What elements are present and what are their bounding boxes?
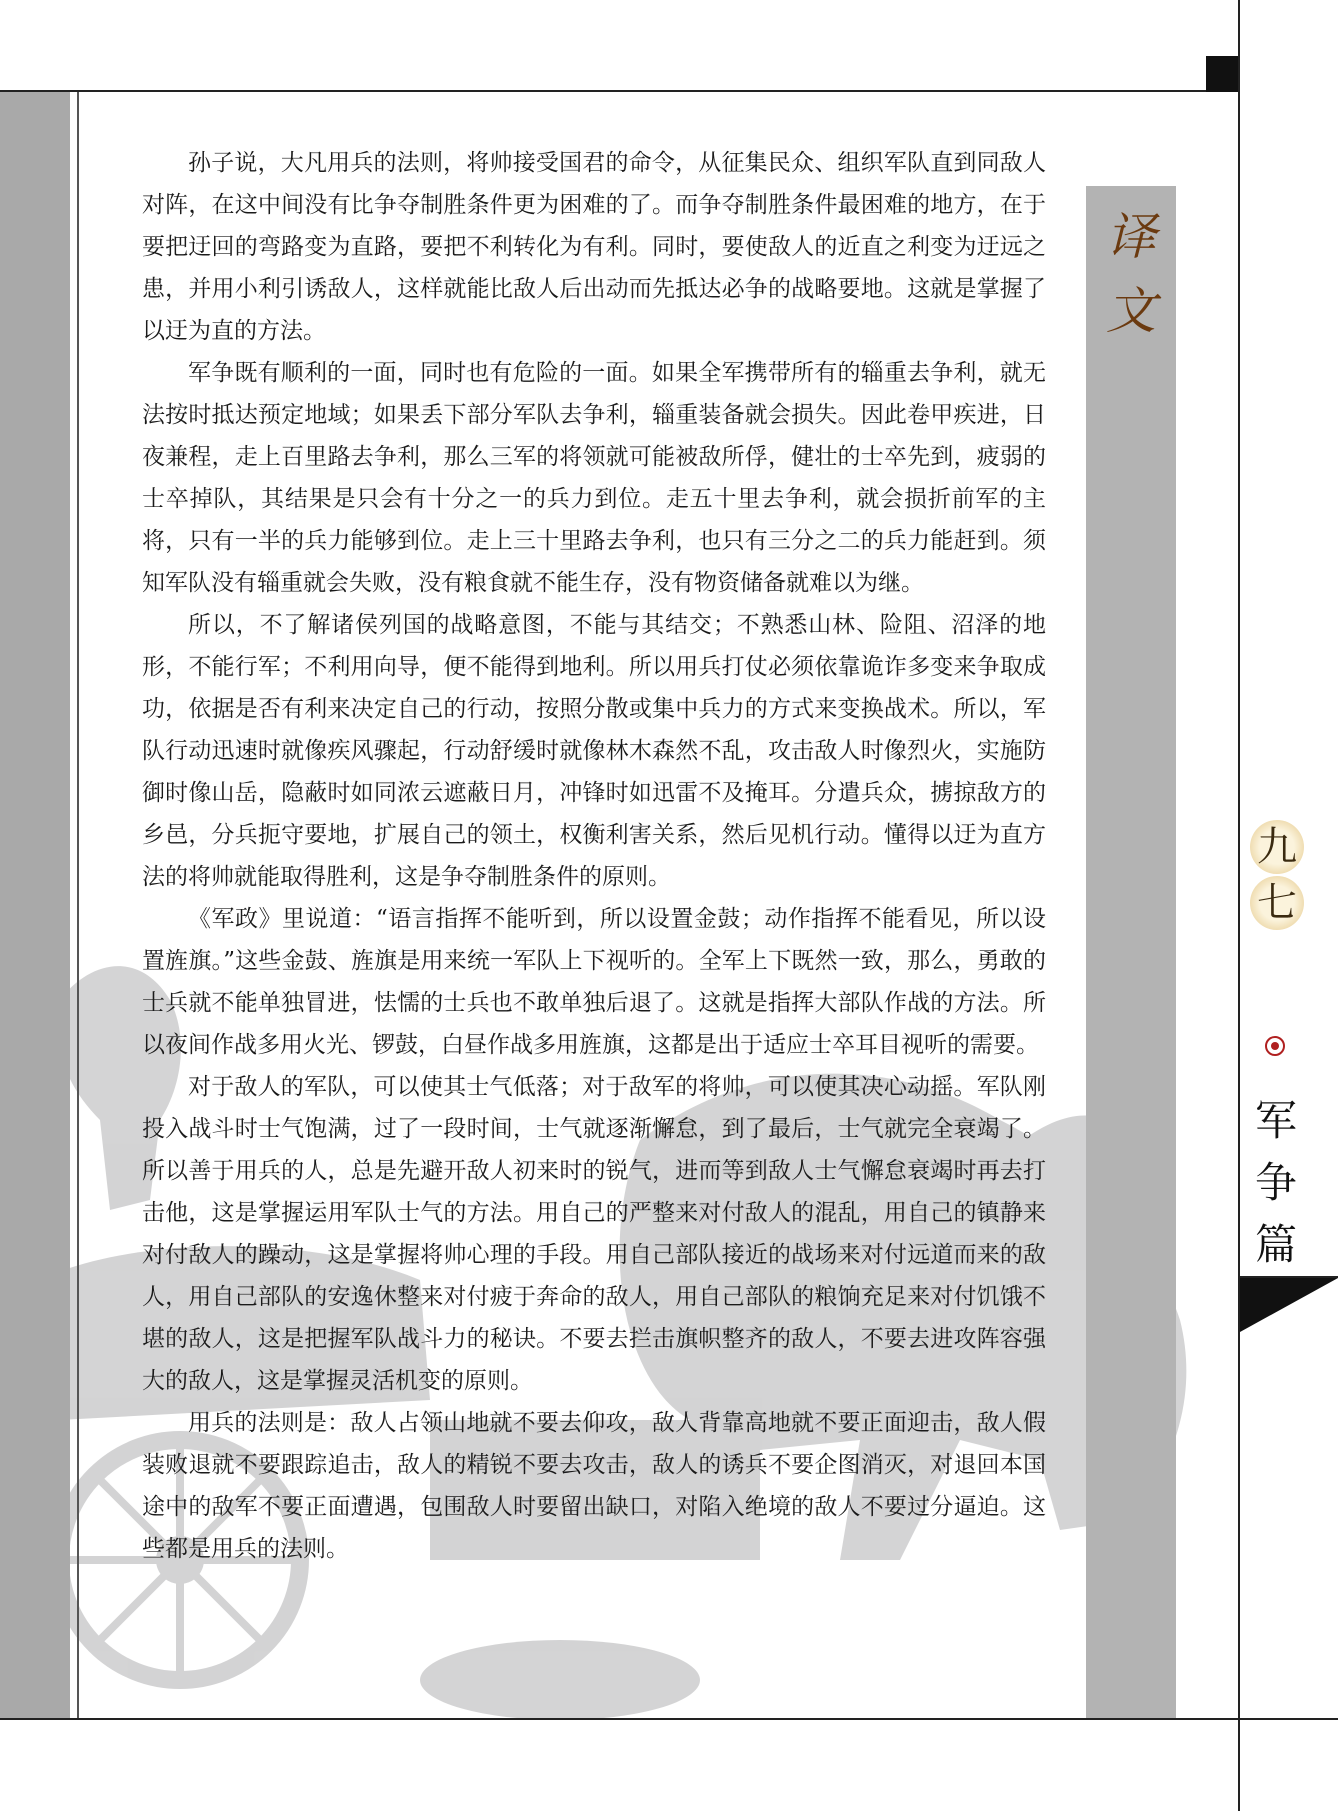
paragraph: 所以，不了解诸侯列国的战略意图，不能与其结交；不熟悉山林、险阻、沼泽的地形，不能行军；不利用向导，便不能得到地利。所以用兵打仗必须依靠诡诈多变来争取成功，依据是否有利来决定自己的行动，按照分散或集中兵力的方式来变换战术。所以，军队行动迅速时就像疾风骤起，行动舒缓时就像林木森然不乱，攻击敌人时像烈火，实施防御时像山岳，隐蔽时如同浓云遮蔽日月，冲锋时如迅雷不及掩耳。分遣兵众，掳掠敌方的乡邑，分兵扼守要地，扩展自己的领土，权衡利害关系，然后见机行动。懂得以迂为直方法的将帅就能取得胜利，这是争夺制胜条件的原则。 — [142, 612, 1046, 890]
paragraph: 《军政》里说道：“语言指挥不能听到，所以设置金鼓；动作指挥不能看见，所以设置旌旗。”这些金鼓、旌旗是用来统一军队上下视听的。全军上下既然一致，那么，勇敢的士兵就不能单独冒进，怯懦的士兵也不敢单独后退了。这就是指挥大部队作战的方法。所以夜间作战多用火光、锣鼓，白昼作战多用旌旗，这都是出于适应士卒耳目视听的需要。 — [142, 906, 1046, 1058]
page-number-digit: 七 — [1250, 876, 1304, 930]
paragraph: 用兵的法则是：敌人占领山地就不要去仰攻，敌人背靠高地就不要正面迎击，敌人假装败退就不要跟踪追击，敌人的精锐不要去攻击，敌人的诱兵不要企图消灭，对退回本国途中的敌军不要正面遭遇，包围敌人时要留出缺口，对陷入绝境的敌人不要过分逼迫。这些都是用兵的法则。 — [142, 1410, 1046, 1562]
chapter-title — [1246, 1090, 1306, 1276]
chapter-wedge — [1240, 1278, 1338, 1332]
section-title-char: 文 — [1106, 282, 1156, 340]
bottom-rule — [0, 1718, 1338, 1720]
right-margin-rule — [1238, 0, 1240, 1811]
chapter-title-char: 争 — [1254, 1158, 1297, 1207]
paragraph: 对于敌人的军队，可以使其士气低落；对于敌军的将帅，可以使其决心动摇。军队刚投入战斗时士气饱满，过了一段时间，士气就逐渐懈怠，到了最后，士气就完全衰竭了。所以善于用兵的人，总是先避开敌人初来时的锐气，进而等到敌人士气懈怠衰竭时再去打击他，这是掌握运用军队士气的方法。用自己的严整来对付敌人的混乱，用自己的镇静来对付敌人的躁动，这是掌握将帅心理的手段。用自己部队接近的战场来对付远道而来的敌人，用自己部队的安逸休整来对付疲于奔命的敌人，用自己部队的粮饷充足来对付饥饿不堪的敌人，这是把握军队战斗力的秘诀。不要去拦击旗帜整齐的敌人，不要去进攻阵容强大的敌人，这是掌握灵活机变的原则。 — [142, 1074, 1046, 1394]
paragraph: 孙子说，大凡用兵的法则，将帅接受国君的命令，从征集民众、组织军队直到同敌人对阵，在这中间没有比争夺制胜条件更为困难的了。而争夺制胜条件最困难的地方，在于要把迂回的弯路变为直路，要把不利转化为有利。同时，要使敌人的近直之利变为迂远之患，并用小利引诱敌人，这样就能比敌人后出动而先抵达必争的战略要地。这就是掌握了以迂为直的方法。 — [142, 150, 1046, 344]
chapter-title-char: 军 — [1254, 1096, 1297, 1145]
chapter-title-char: 篇 — [1254, 1220, 1297, 1269]
section-label-bar — [1086, 186, 1176, 1718]
section-title — [1086, 200, 1176, 348]
left-divider-line — [77, 92, 79, 1718]
page-number-digit: 九 — [1250, 820, 1304, 874]
section-title-char: 译 — [1106, 208, 1156, 266]
translation-text — [142, 142, 1046, 1570]
page-number — [1247, 820, 1307, 932]
left-gray-bar — [0, 92, 70, 1718]
top-rule — [0, 90, 1240, 92]
paragraph: 军争既有顺利的一面，同时也有危险的一面。如果全军携带所有的辎重去争利，就无法按时抵达预定地域；如果丢下部分军队去争利，辎重装备就会损失。因此卷甲疾进，日夜兼程，走上百里路去争利，那么三军的将领就可能被敌所俘，健壮的士卒先到，疲弱的士卒掉队，其结果是只会有十分之一的兵力到位。走五十里去争利，就会损折前军的主将，只有一半的兵力能够到位。走上三十里路去争利，也只有三分之二的兵力能赶到。须知军队没有辎重就会失败，没有粮食就不能生存，没有物资储备就难以为继。 — [142, 360, 1046, 596]
top-corner-block — [1206, 56, 1240, 92]
target-bullet-icon — [1265, 1036, 1285, 1056]
